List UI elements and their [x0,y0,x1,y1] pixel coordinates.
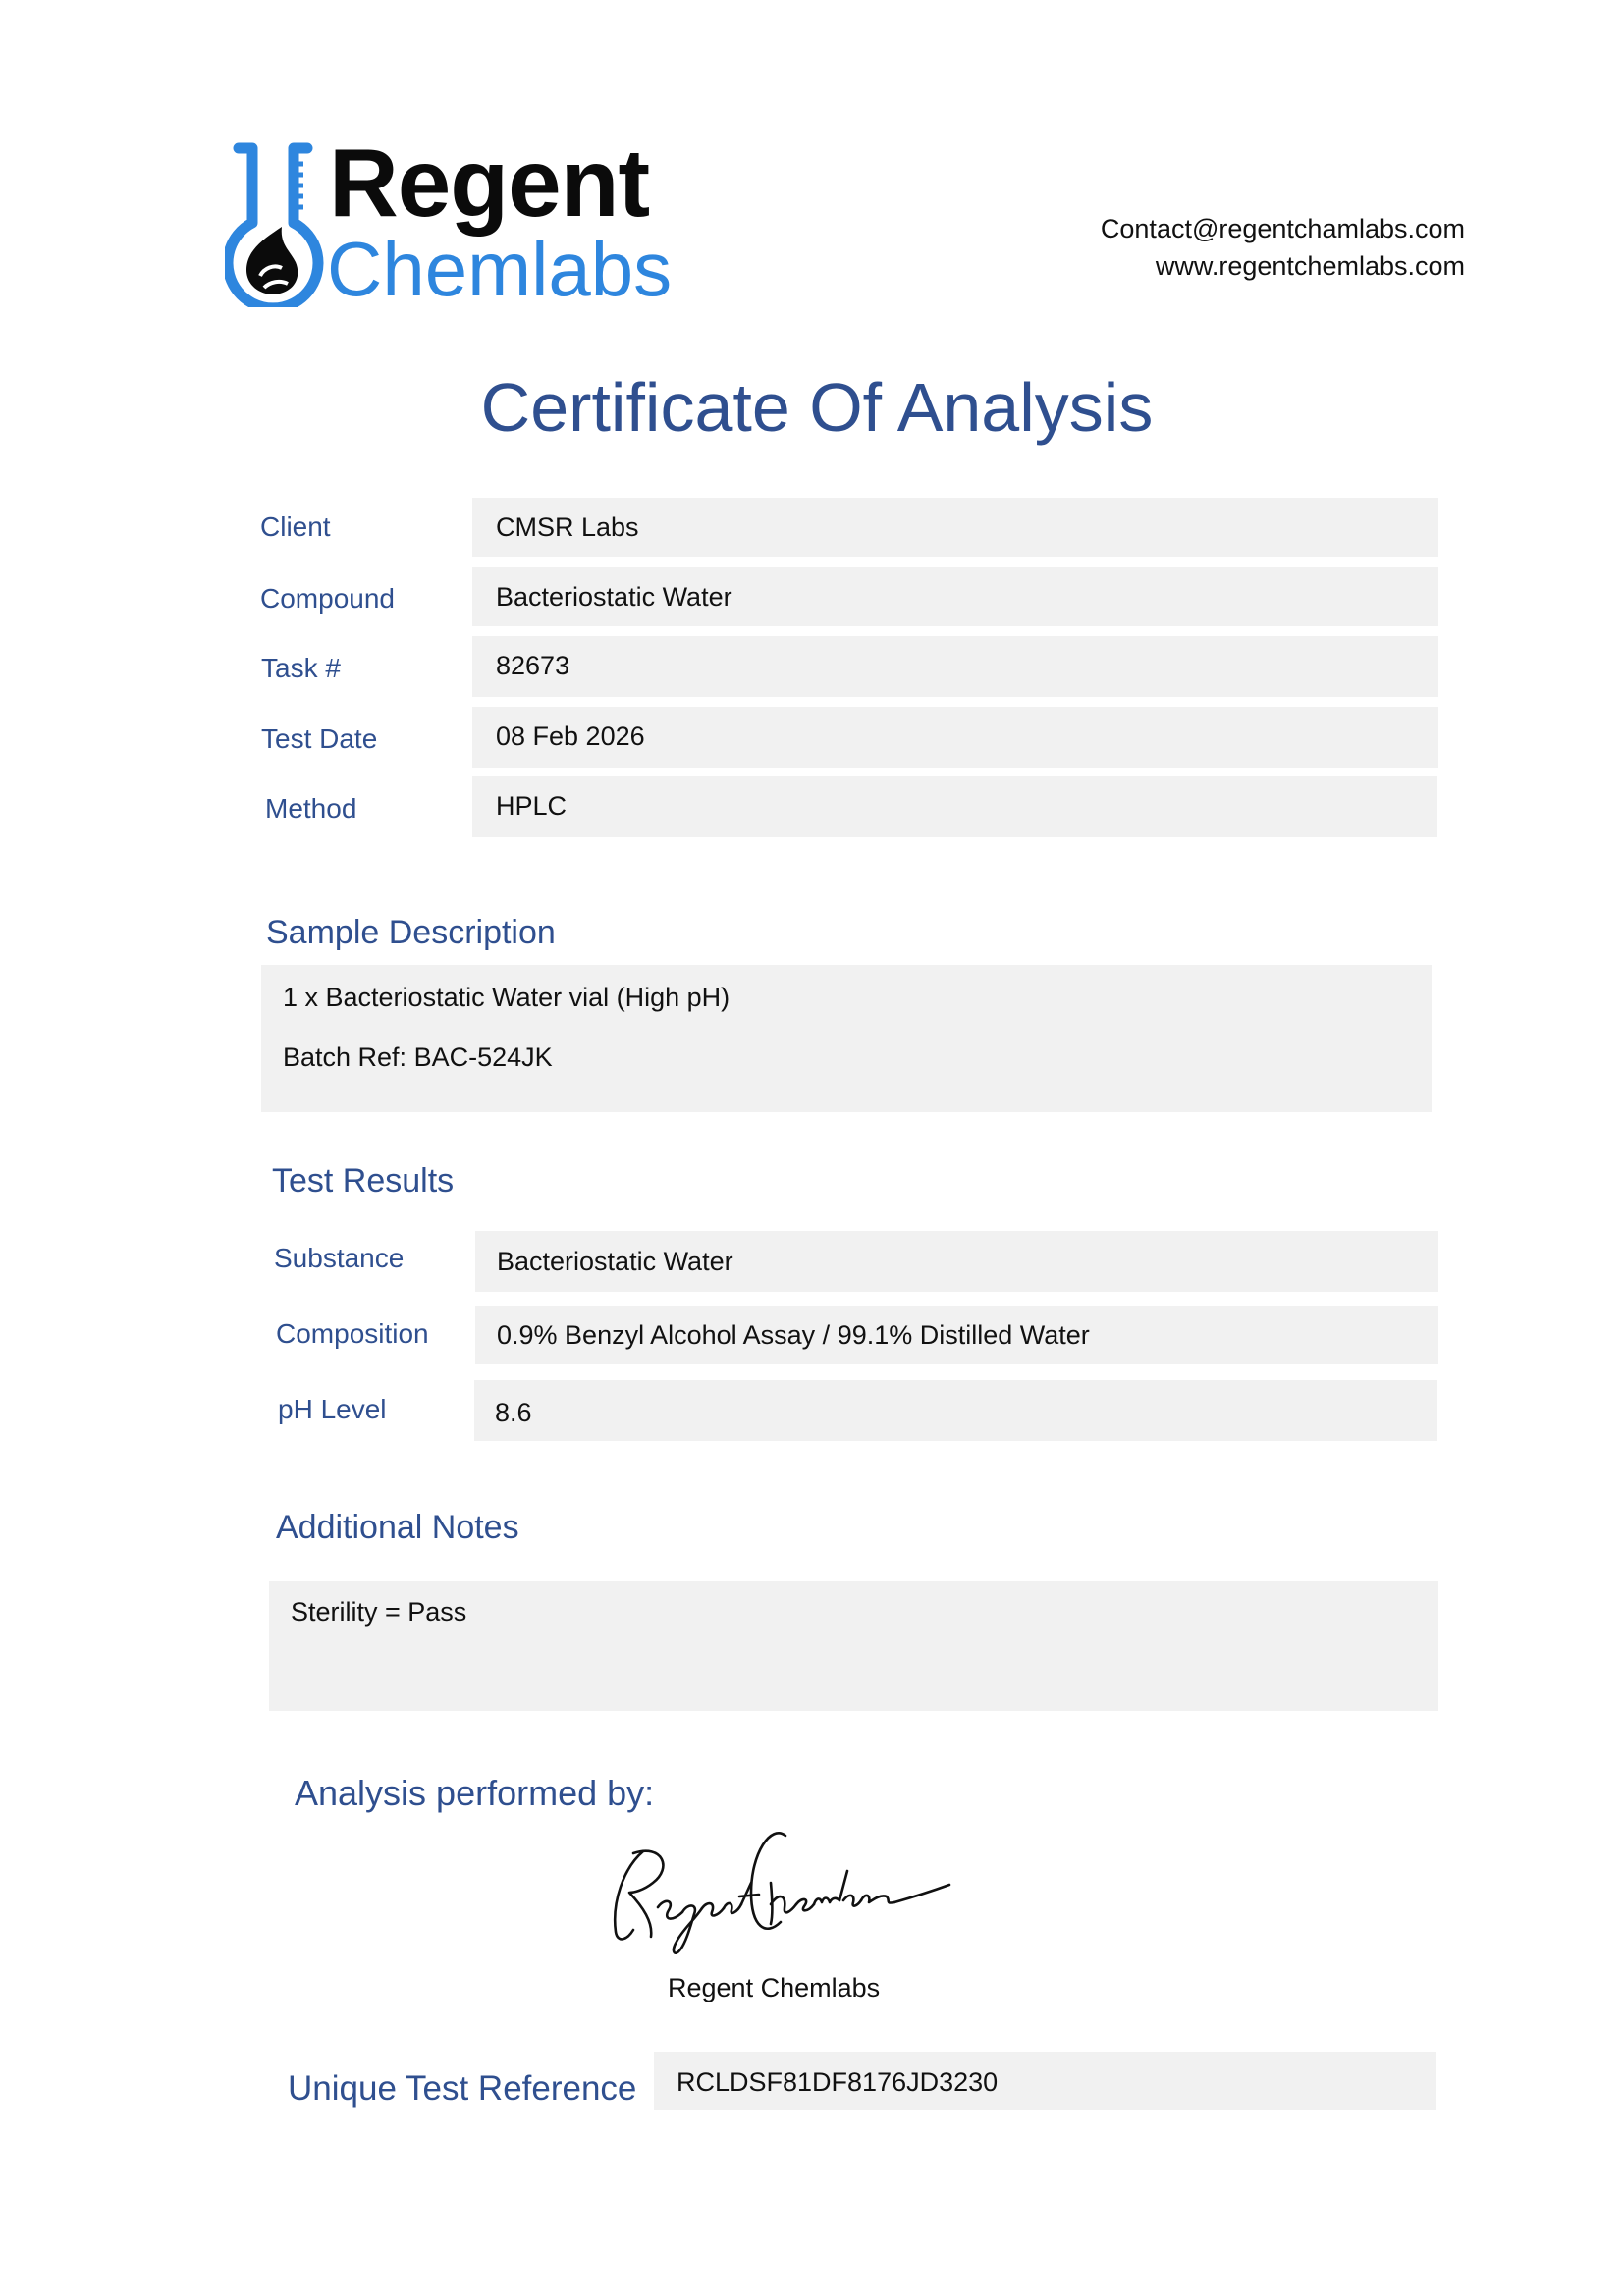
company-logo [225,129,726,312]
additional-notes-text: Sterility = Pass [291,1597,467,1627]
analysis-performed-heading: Analysis performed by: [295,1773,655,1813]
info-value: CMSR Labs [496,512,639,542]
signatory-name: Regent Chemlabs [668,1973,881,2002]
additional-notes-box [269,1581,1438,1711]
info-value-box [472,776,1437,837]
result-value: 0.9% Benzyl Alcohol Assay / 99.1% Distilled Water [497,1320,1090,1350]
info-value: Bacteriostatic Water [496,582,732,612]
info-label: Task # [261,653,341,683]
info-value: 08 Feb 2026 [496,721,645,751]
info-label: Method [265,793,357,824]
contact-email[interactable]: Contact@regentchamlabs.com [1100,214,1465,243]
info-value: HPLC [496,791,568,821]
result-value: Bacteriostatic Water [497,1247,733,1276]
result-value-box [475,1231,1438,1292]
result-label: Composition [276,1318,429,1349]
unique-test-reference-label: Unique Test Reference [288,2069,637,2108]
logo-wordmark-regent: Regent [329,129,650,237]
unique-test-reference-box [654,2052,1436,2110]
unique-test-reference-value: RCLDSF81DF8176JD3230 [677,2067,999,2097]
sample-description-box [261,965,1432,1112]
result-value-box [474,1380,1437,1441]
website-link[interactable]: www.regentchemlabs.com [1155,251,1465,281]
sample-description-heading: Sample Description [266,914,556,951]
additional-notes-heading: Additional Notes [276,1509,519,1546]
contact-block [1101,210,1465,285]
result-value-box [475,1306,1438,1364]
info-value-box [472,707,1438,768]
result-label: pH Level [278,1394,387,1424]
result-value: 8.6 [495,1398,532,1427]
test-results-heading: Test Results [272,1162,455,1200]
result-label: Substance [274,1243,405,1273]
info-label: Client [260,511,331,542]
info-value-box [472,567,1438,626]
info-value-box [472,636,1438,697]
sample-description-line: 1 x Bacteriostatic Water vial (High pH) [283,983,731,1012]
page-title: Certificate Of Analysis [480,369,1154,446]
signature-image [604,1814,957,1961]
flask-droplet-icon [225,140,333,307]
batch-ref-line: Batch Ref: BAC-524JK [283,1042,553,1072]
info-value: 82673 [496,651,570,680]
info-value-box [472,498,1438,557]
info-label: Test Date [261,723,378,754]
logo-wordmark-chemlabs: Chemlabs [327,226,673,312]
info-label: Compound [260,583,395,614]
